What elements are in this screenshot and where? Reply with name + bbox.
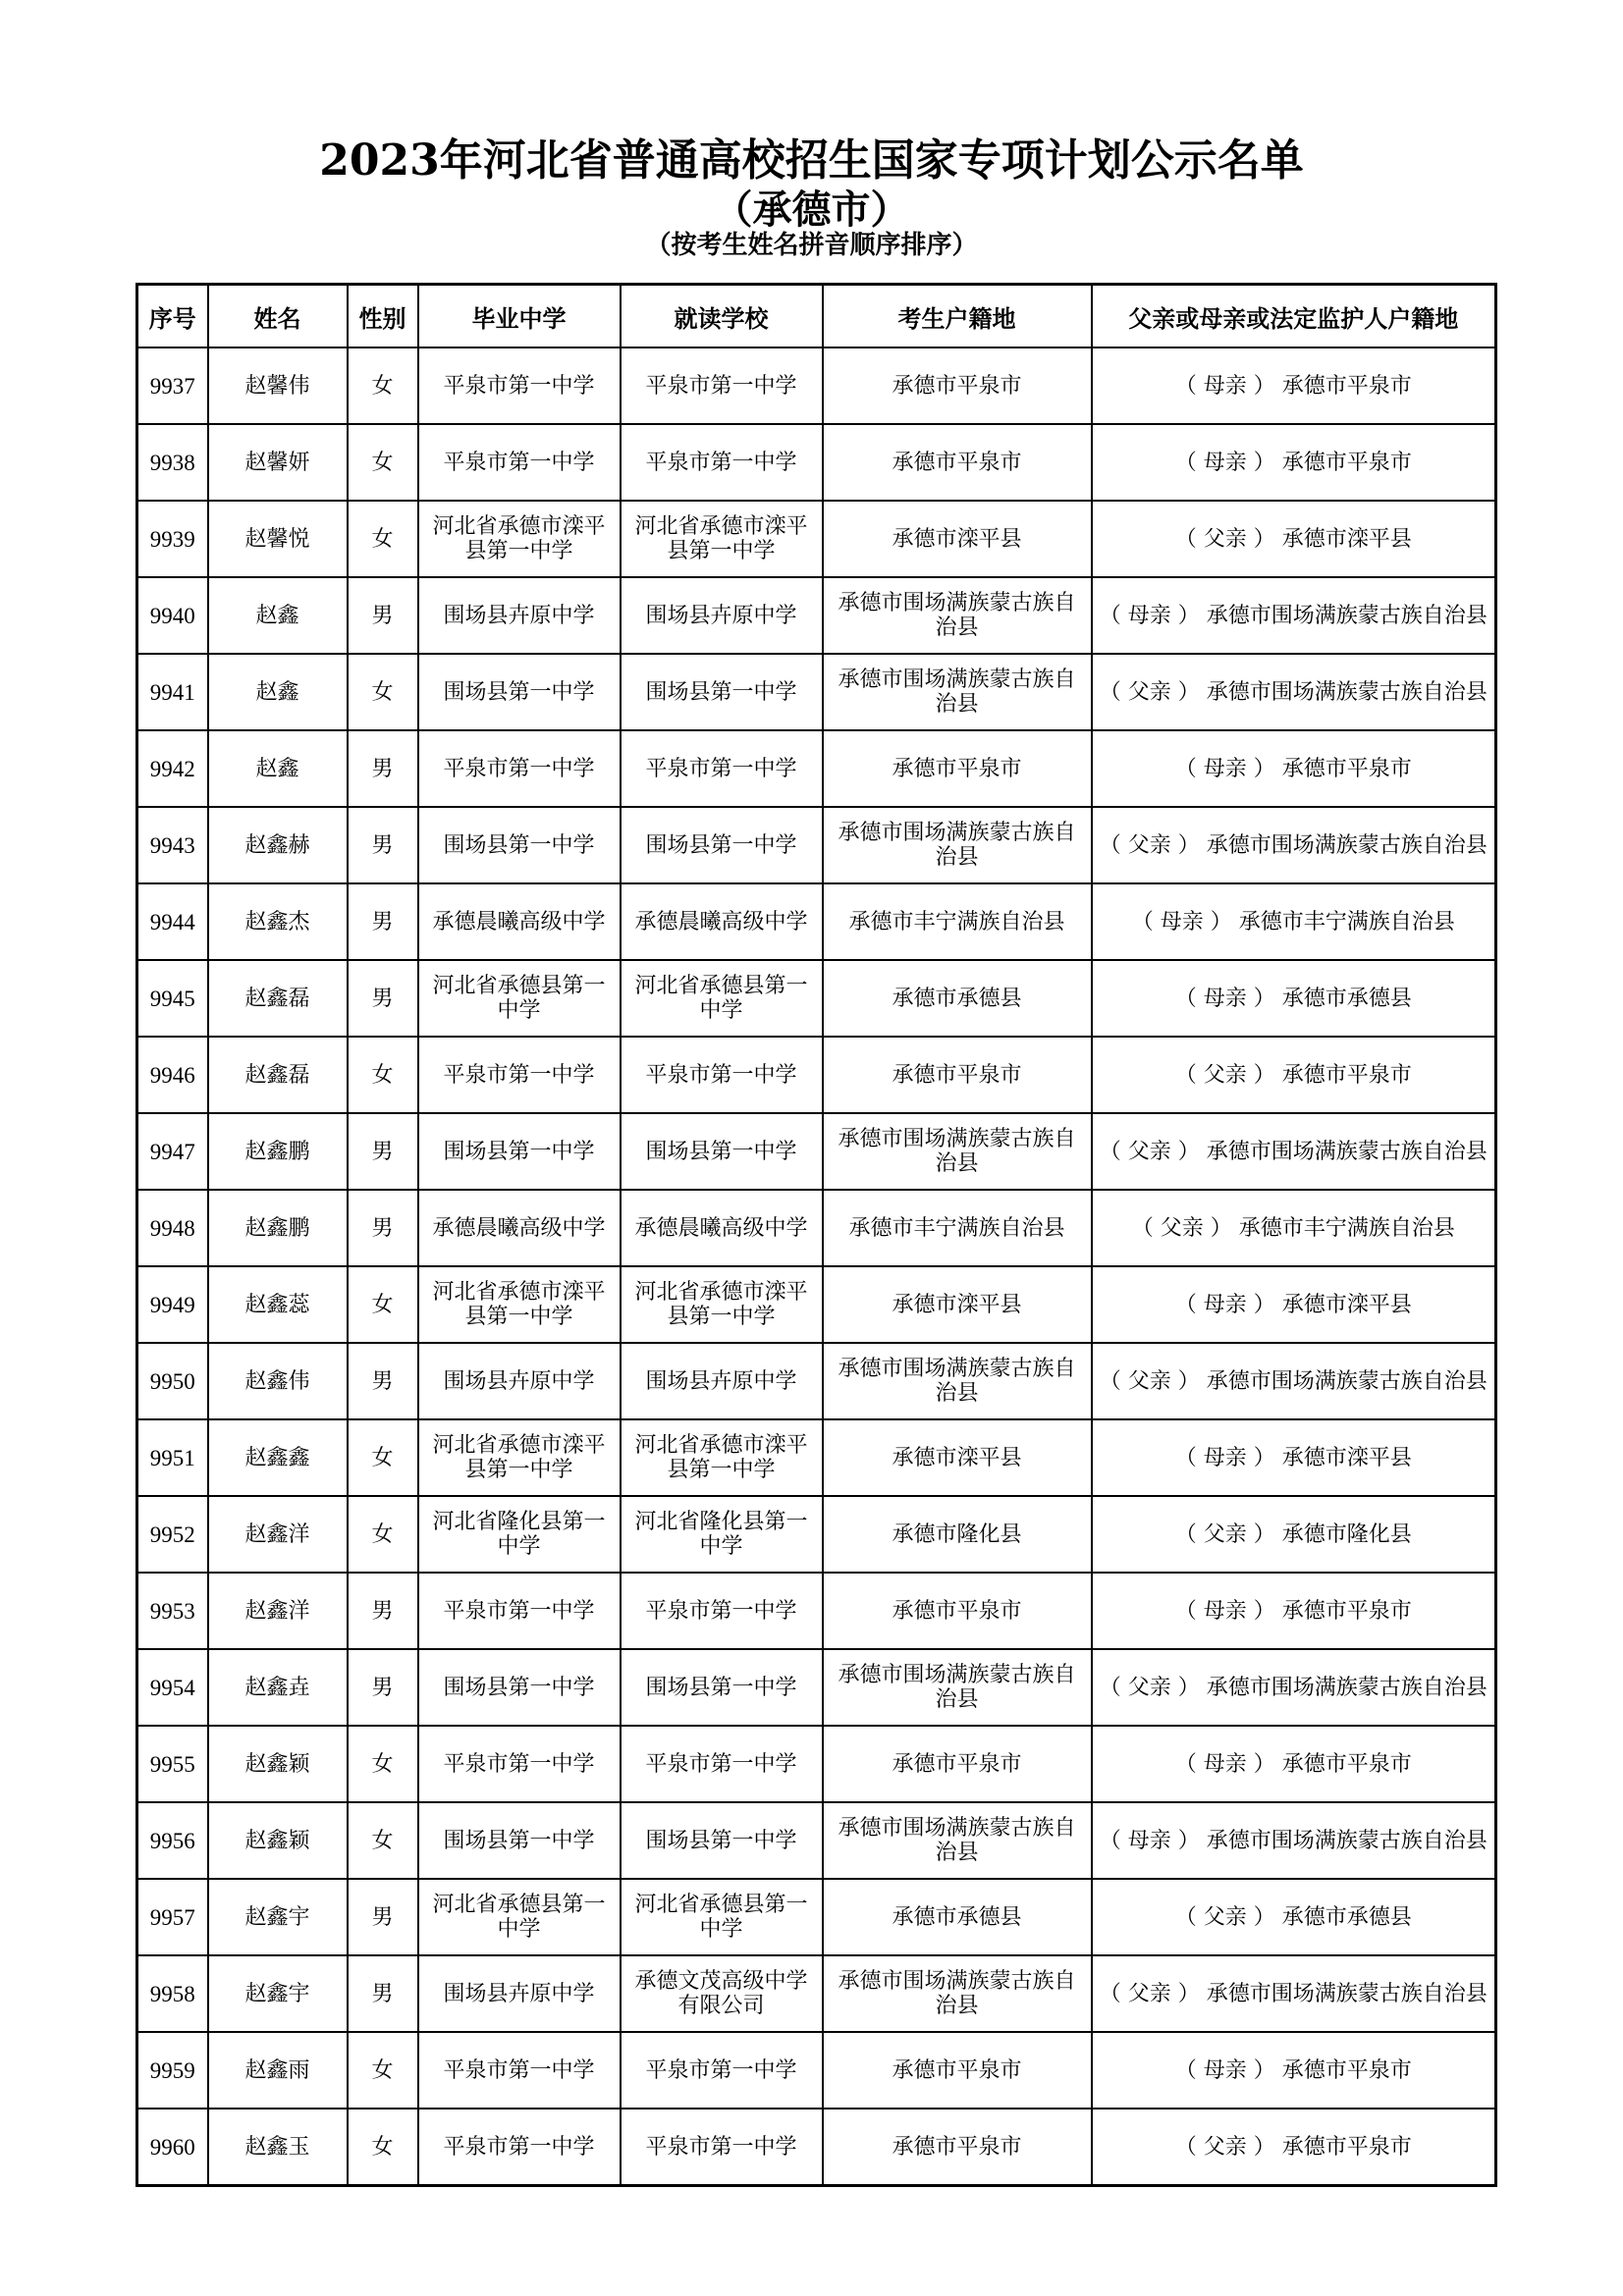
cell-guardian-residence: （ 父亲 ） 承德市围场满族蒙古族自治县 <box>1092 654 1496 730</box>
cell-current-school: 围场县第一中学 <box>621 1649 823 1726</box>
cell-student-residence: 承德市围场满族蒙古族自治县 <box>823 1113 1092 1190</box>
cell-name: 赵鑫颖 <box>208 1802 348 1879</box>
cell-student-residence: 承德市平泉市 <box>823 347 1092 424</box>
cell-name: 赵鑫鑫 <box>208 1419 348 1496</box>
cell-current-school: 平泉市第一中学 <box>621 2109 823 2186</box>
cell-seq: 9945 <box>137 960 208 1037</box>
cell-graduated-school: 平泉市第一中学 <box>418 2109 621 2186</box>
cell-current-school: 河北省承德市滦平县第一中学 <box>621 1266 823 1343</box>
cell-name: 赵鑫洋 <box>208 1573 348 1649</box>
cell-gender: 男 <box>348 577 418 654</box>
cell-name: 赵馨妍 <box>208 424 348 501</box>
cell-name: 赵鑫洋 <box>208 1496 348 1573</box>
cell-current-school: 河北省隆化县第一中学 <box>621 1496 823 1573</box>
cell-seq: 9958 <box>137 1955 208 2032</box>
cell-graduated-school: 河北省承德县第一中学 <box>418 1879 621 1955</box>
cell-student-residence: 承德市围场满族蒙古族自治县 <box>823 1343 1092 1419</box>
cell-gender: 男 <box>348 1955 418 2032</box>
cell-seq: 9953 <box>137 1573 208 1649</box>
table-row <box>137 1879 1496 1955</box>
cell-graduated-school: 围场县第一中学 <box>418 1649 621 1726</box>
cell-current-school: 平泉市第一中学 <box>621 730 823 807</box>
cell-guardian-residence: （ 母亲 ） 承德市平泉市 <box>1092 1726 1496 1802</box>
table-body <box>137 347 1496 2186</box>
cell-student-residence: 承德市围场满族蒙古族自治县 <box>823 807 1092 883</box>
cell-guardian-residence: （ 母亲 ） 承德市平泉市 <box>1092 1573 1496 1649</box>
cell-seq: 9944 <box>137 883 208 960</box>
cell-student-residence: 承德市丰宁满族自治县 <box>823 883 1092 960</box>
cell-graduated-school: 河北省承德市滦平县第一中学 <box>418 1266 621 1343</box>
cell-graduated-school: 河北省承德市滦平县第一中学 <box>418 1419 621 1496</box>
cell-student-residence: 承德市滦平县 <box>823 1419 1092 1496</box>
cell-seq: 9940 <box>137 577 208 654</box>
cell-graduated-school: 平泉市第一中学 <box>418 2032 621 2109</box>
cell-graduated-school: 平泉市第一中学 <box>418 424 621 501</box>
cell-current-school: 河北省承德市滦平县第一中学 <box>621 501 823 577</box>
cell-name: 赵鑫磊 <box>208 960 348 1037</box>
cell-guardian-residence: （ 母亲 ） 承德市平泉市 <box>1092 424 1496 501</box>
table-row <box>137 424 1496 501</box>
cell-current-school: 承德晨曦高级中学 <box>621 883 823 960</box>
cell-student-residence: 承德市围场满族蒙古族自治县 <box>823 654 1092 730</box>
cell-name: 赵鑫宇 <box>208 1879 348 1955</box>
table-header-row <box>137 285 1496 348</box>
table-row <box>137 2109 1496 2186</box>
cell-guardian-residence: （ 母亲 ） 承德市平泉市 <box>1092 2032 1496 2109</box>
cell-student-residence: 承德市承德县 <box>823 1879 1092 1955</box>
cell-current-school: 平泉市第一中学 <box>621 347 823 424</box>
table-row <box>137 501 1496 577</box>
cell-guardian-residence: （ 母亲 ） 承德市承德县 <box>1092 960 1496 1037</box>
table-row <box>137 730 1496 807</box>
cell-graduated-school: 平泉市第一中学 <box>418 1726 621 1802</box>
table-row <box>137 1649 1496 1726</box>
cell-student-residence: 承德市围场满族蒙古族自治县 <box>823 1802 1092 1879</box>
cell-graduated-school: 围场县卉原中学 <box>418 1343 621 1419</box>
cell-guardian-residence: （ 父亲 ） 承德市丰宁满族自治县 <box>1092 1190 1496 1266</box>
table-row <box>137 1113 1496 1190</box>
table-row <box>137 1726 1496 1802</box>
cell-student-residence: 承德市平泉市 <box>823 730 1092 807</box>
cell-gender: 男 <box>348 730 418 807</box>
cell-seq: 9946 <box>137 1037 208 1113</box>
cell-guardian-residence: （ 母亲 ） 承德市滦平县 <box>1092 1419 1496 1496</box>
cell-guardian-residence: （ 母亲 ） 承德市围场满族蒙古族自治县 <box>1092 577 1496 654</box>
cell-student-residence: 承德市平泉市 <box>823 2032 1092 2109</box>
cell-name: 赵鑫 <box>208 654 348 730</box>
cell-gender: 男 <box>348 960 418 1037</box>
cell-name: 赵鑫蕊 <box>208 1266 348 1343</box>
cell-seq: 9937 <box>137 347 208 424</box>
cell-student-residence: 承德市滦平县 <box>823 1266 1092 1343</box>
cell-gender: 男 <box>348 883 418 960</box>
document-title: 2023年河北省普通高校招生国家专项计划公示名单 <box>319 135 1304 186</box>
cell-student-residence: 承德市平泉市 <box>823 1726 1092 1802</box>
cell-name: 赵鑫颖 <box>208 1726 348 1802</box>
cell-student-residence: 承德市平泉市 <box>823 424 1092 501</box>
cell-guardian-residence: （ 母亲 ） 承德市围场满族蒙古族自治县 <box>1092 1802 1496 1879</box>
cell-name: 赵鑫垚 <box>208 1649 348 1726</box>
cell-gender: 女 <box>348 501 418 577</box>
cell-gender: 男 <box>348 807 418 883</box>
cell-guardian-residence: （ 父亲 ） 承德市隆化县 <box>1092 1496 1496 1573</box>
cell-gender: 女 <box>348 1419 418 1496</box>
cell-current-school: 围场县第一中学 <box>621 1802 823 1879</box>
cell-seq: 9951 <box>137 1419 208 1496</box>
cell-guardian-residence: （ 母亲 ） 承德市平泉市 <box>1092 347 1496 424</box>
cell-current-school: 围场县卉原中学 <box>621 1343 823 1419</box>
table-row <box>137 1266 1496 1343</box>
cell-seq: 9948 <box>137 1190 208 1266</box>
cell-student-residence: 承德市围场满族蒙古族自治县 <box>823 1649 1092 1726</box>
table-row <box>137 1419 1496 1496</box>
cell-seq: 9942 <box>137 730 208 807</box>
cell-guardian-residence: （ 母亲 ） 承德市平泉市 <box>1092 730 1496 807</box>
cell-gender: 男 <box>348 1113 418 1190</box>
cell-graduated-school: 河北省承德市滦平县第一中学 <box>418 501 621 577</box>
cell-graduated-school: 平泉市第一中学 <box>418 1037 621 1113</box>
cell-name: 赵鑫玉 <box>208 2109 348 2186</box>
cell-guardian-residence: （ 父亲 ） 承德市承德县 <box>1092 1879 1496 1955</box>
cell-student-residence: 承德市围场满族蒙古族自治县 <box>823 577 1092 654</box>
cell-current-school: 平泉市第一中学 <box>621 424 823 501</box>
table-row <box>137 1573 1496 1649</box>
cell-gender: 男 <box>348 1190 418 1266</box>
table-row <box>137 1955 1496 2032</box>
cell-seq: 9955 <box>137 1726 208 1802</box>
cell-gender: 男 <box>348 1649 418 1726</box>
document-subtitle-city: （承德市） <box>713 187 910 233</box>
cell-name: 赵鑫赫 <box>208 807 348 883</box>
table-row <box>137 960 1496 1037</box>
cell-guardian-residence: （ 父亲 ） 承德市滦平县 <box>1092 501 1496 577</box>
cell-student-residence: 承德市平泉市 <box>823 2109 1092 2186</box>
table-row <box>137 347 1496 424</box>
cell-gender: 男 <box>348 1573 418 1649</box>
cell-name: 赵鑫杰 <box>208 883 348 960</box>
cell-current-school: 围场县第一中学 <box>621 654 823 730</box>
cell-student-residence: 承德市平泉市 <box>823 1573 1092 1649</box>
cell-graduated-school: 平泉市第一中学 <box>418 730 621 807</box>
cell-gender: 女 <box>348 2032 418 2109</box>
cell-name: 赵鑫 <box>208 577 348 654</box>
cell-graduated-school: 围场县第一中学 <box>418 1802 621 1879</box>
header-gender: 性别 <box>348 285 418 348</box>
cell-guardian-residence: （ 父亲 ） 承德市围场满族蒙古族自治县 <box>1092 807 1496 883</box>
table-row <box>137 1190 1496 1266</box>
cell-graduated-school: 河北省隆化县第一中学 <box>418 1496 621 1573</box>
cell-guardian-residence: （ 父亲 ） 承德市围场满族蒙古族自治县 <box>1092 1649 1496 1726</box>
cell-current-school: 平泉市第一中学 <box>621 1573 823 1649</box>
cell-current-school: 平泉市第一中学 <box>621 2032 823 2109</box>
header-student-residence: 考生户籍地 <box>823 285 1092 348</box>
cell-graduated-school: 河北省承德县第一中学 <box>418 960 621 1037</box>
cell-student-residence: 承德市丰宁满族自治县 <box>823 1190 1092 1266</box>
table-row <box>137 654 1496 730</box>
table-row <box>137 1343 1496 1419</box>
cell-guardian-residence: （ 母亲 ） 承德市丰宁满族自治县 <box>1092 883 1496 960</box>
header-guardian-residence: 父亲或母亲或法定监护人户籍地 <box>1092 285 1496 348</box>
cell-current-school: 河北省承德县第一中学 <box>621 960 823 1037</box>
header-current-school: 就读学校 <box>621 285 823 348</box>
cell-guardian-residence: （ 父亲 ） 承德市围场满族蒙古族自治县 <box>1092 1955 1496 2032</box>
cell-seq: 9957 <box>137 1879 208 1955</box>
cell-seq: 9938 <box>137 424 208 501</box>
table-row <box>137 807 1496 883</box>
cell-graduated-school: 承德晨曦高级中学 <box>418 1190 621 1266</box>
cell-graduated-school: 围场县卉原中学 <box>418 1955 621 2032</box>
cell-gender: 女 <box>348 654 418 730</box>
cell-gender: 女 <box>348 1496 418 1573</box>
cell-gender: 女 <box>348 2109 418 2186</box>
cell-student-residence: 承德市滦平县 <box>823 501 1092 577</box>
table-row <box>137 1496 1496 1573</box>
document-sort-note: （按考生姓名拼音顺序排序） <box>645 231 978 260</box>
cell-current-school: 河北省承德市滦平县第一中学 <box>621 1419 823 1496</box>
cell-gender: 男 <box>348 1879 418 1955</box>
cell-guardian-residence: （ 母亲 ） 承德市滦平县 <box>1092 1266 1496 1343</box>
table-row <box>137 883 1496 960</box>
cell-gender: 女 <box>348 1037 418 1113</box>
cell-seq: 9943 <box>137 807 208 883</box>
cell-gender: 女 <box>348 424 418 501</box>
cell-name: 赵馨伟 <box>208 347 348 424</box>
cell-guardian-residence: （ 父亲 ） 承德市平泉市 <box>1092 2109 1496 2186</box>
cell-graduated-school: 平泉市第一中学 <box>418 1573 621 1649</box>
cell-seq: 9956 <box>137 1802 208 1879</box>
cell-gender: 女 <box>348 1266 418 1343</box>
table-row <box>137 577 1496 654</box>
cell-current-school: 承德文茂高级中学有限公司 <box>621 1955 823 2032</box>
cell-current-school: 平泉市第一中学 <box>621 1037 823 1113</box>
cell-seq: 9949 <box>137 1266 208 1343</box>
cell-seq: 9954 <box>137 1649 208 1726</box>
cell-seq: 9947 <box>137 1113 208 1190</box>
cell-gender: 女 <box>348 1802 418 1879</box>
cell-name: 赵鑫宇 <box>208 1955 348 2032</box>
roster-table <box>135 283 1497 2187</box>
cell-student-residence: 承德市隆化县 <box>823 1496 1092 1573</box>
cell-current-school: 围场县第一中学 <box>621 1113 823 1190</box>
cell-student-residence: 承德市平泉市 <box>823 1037 1092 1113</box>
header-seq: 序号 <box>137 285 208 348</box>
cell-student-residence: 承德市承德县 <box>823 960 1092 1037</box>
cell-graduated-school: 围场县第一中学 <box>418 654 621 730</box>
header-graduated-school: 毕业中学 <box>418 285 621 348</box>
table-row <box>137 1802 1496 1879</box>
cell-name: 赵鑫 <box>208 730 348 807</box>
cell-current-school: 围场县第一中学 <box>621 807 823 883</box>
cell-current-school: 承德晨曦高级中学 <box>621 1190 823 1266</box>
cell-name: 赵鑫鹏 <box>208 1113 348 1190</box>
cell-guardian-residence: （ 父亲 ） 承德市围场满族蒙古族自治县 <box>1092 1113 1496 1190</box>
cell-seq: 9941 <box>137 654 208 730</box>
cell-graduated-school: 承德晨曦高级中学 <box>418 883 621 960</box>
cell-name: 赵鑫磊 <box>208 1037 348 1113</box>
cell-name: 赵鑫雨 <box>208 2032 348 2109</box>
cell-seq: 9959 <box>137 2032 208 2109</box>
cell-graduated-school: 围场县第一中学 <box>418 807 621 883</box>
cell-seq: 9939 <box>137 501 208 577</box>
cell-seq: 9952 <box>137 1496 208 1573</box>
cell-gender: 女 <box>348 347 418 424</box>
cell-current-school: 河北省承德县第一中学 <box>621 1879 823 1955</box>
cell-student-residence: 承德市围场满族蒙古族自治县 <box>823 1955 1092 2032</box>
cell-gender: 女 <box>348 1726 418 1802</box>
cell-graduated-school: 围场县第一中学 <box>418 1113 621 1190</box>
cell-guardian-residence: （ 父亲 ） 承德市围场满族蒙古族自治县 <box>1092 1343 1496 1419</box>
cell-gender: 男 <box>348 1343 418 1419</box>
cell-current-school: 围场县卉原中学 <box>621 577 823 654</box>
cell-graduated-school: 围场县卉原中学 <box>418 577 621 654</box>
cell-name: 赵鑫鹏 <box>208 1190 348 1266</box>
cell-seq: 9950 <box>137 1343 208 1419</box>
cell-name: 赵鑫伟 <box>208 1343 348 1419</box>
cell-name: 赵馨悦 <box>208 501 348 577</box>
cell-graduated-school: 平泉市第一中学 <box>418 347 621 424</box>
table-row <box>137 1037 1496 1113</box>
header-name: 姓名 <box>208 285 348 348</box>
cell-current-school: 平泉市第一中学 <box>621 1726 823 1802</box>
cell-seq: 9960 <box>137 2109 208 2186</box>
cell-guardian-residence: （ 父亲 ） 承德市平泉市 <box>1092 1037 1496 1113</box>
table-row <box>137 2032 1496 2109</box>
